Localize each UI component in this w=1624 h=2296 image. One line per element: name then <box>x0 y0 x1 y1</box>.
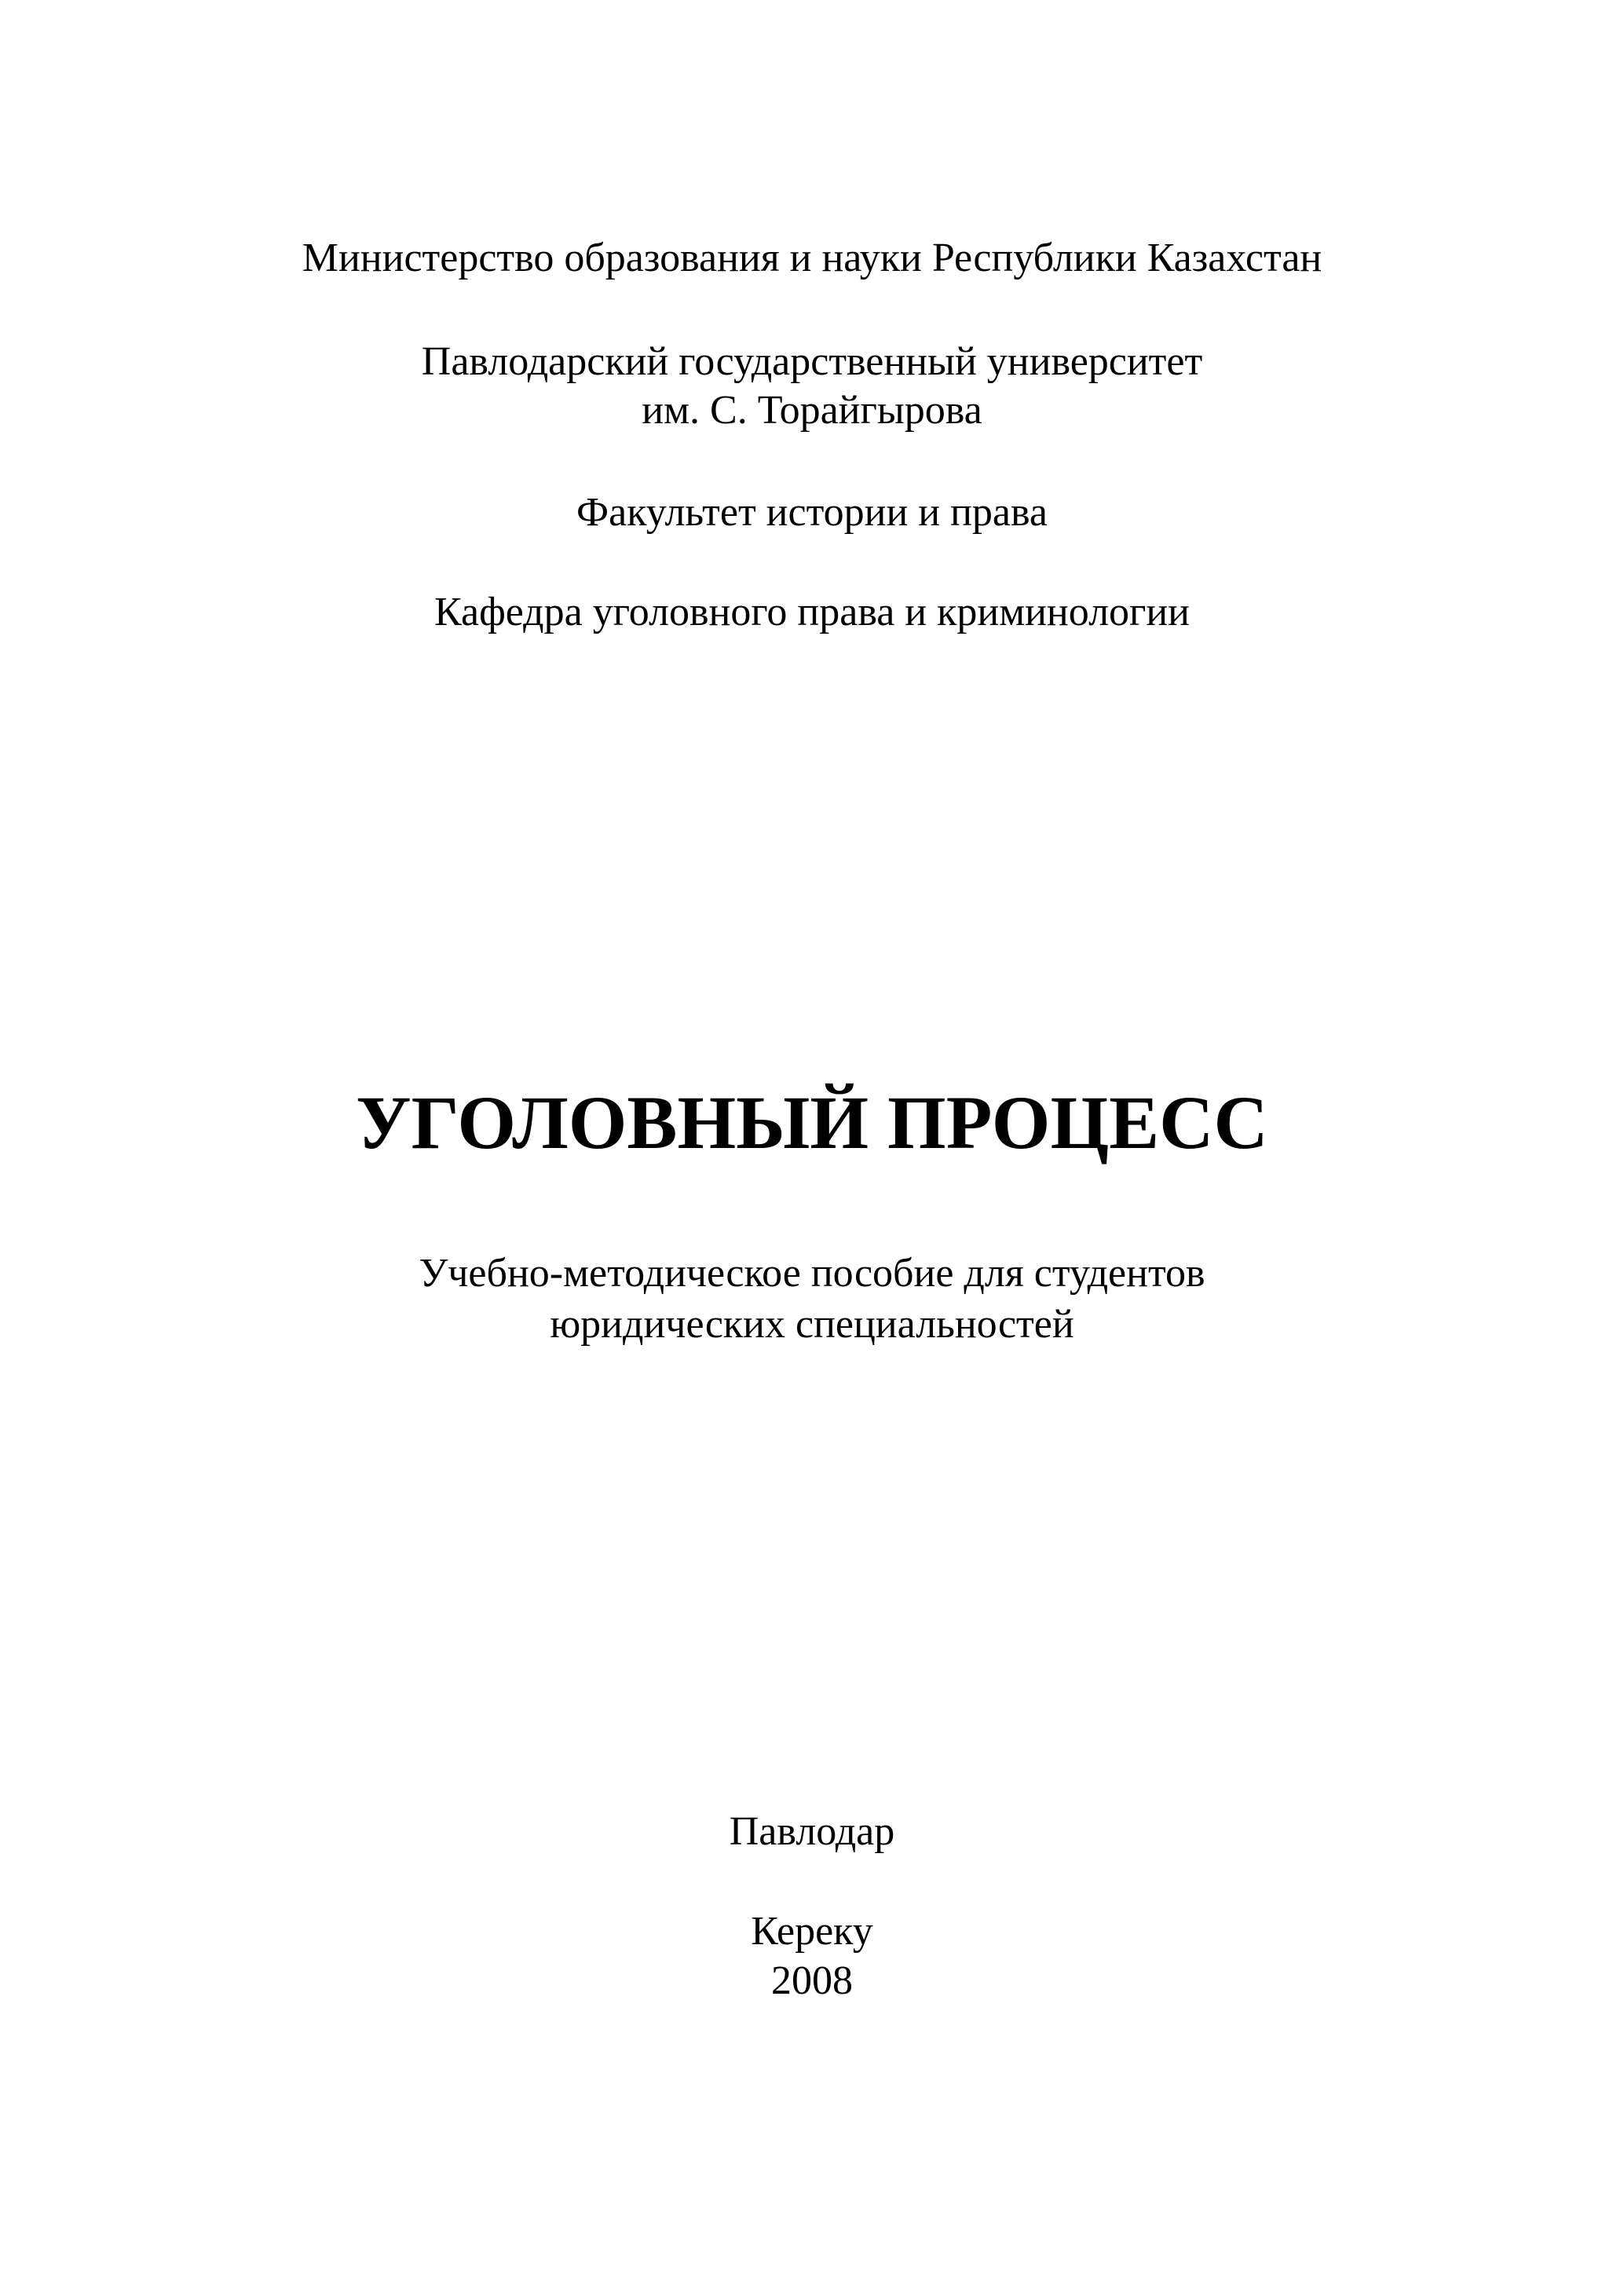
subtitle-line2: юридических специальностей <box>550 1302 1074 1347</box>
ministry-name: Министерство образования и науки Республики Казахстан <box>302 236 1322 280</box>
faculty-name: Факультет истории и права <box>576 490 1048 535</box>
book-title: УГОЛОВНЫЙ ПРОЦЕСС <box>356 1080 1268 1164</box>
university-name-line2: им. С. Торайгырова <box>642 388 982 433</box>
publisher-name: Кереку <box>751 1909 873 1954</box>
department-name: Кафедра уголовного права и криминологии <box>434 590 1190 634</box>
publication-year: 2008 <box>771 1958 853 2003</box>
subtitle-line1: Учебно-методическое пособие для студентов <box>419 1251 1205 1296</box>
university-name-line1: Павлодарский государственный университет <box>421 339 1203 384</box>
publication-city: Павлодар <box>729 1809 895 1854</box>
